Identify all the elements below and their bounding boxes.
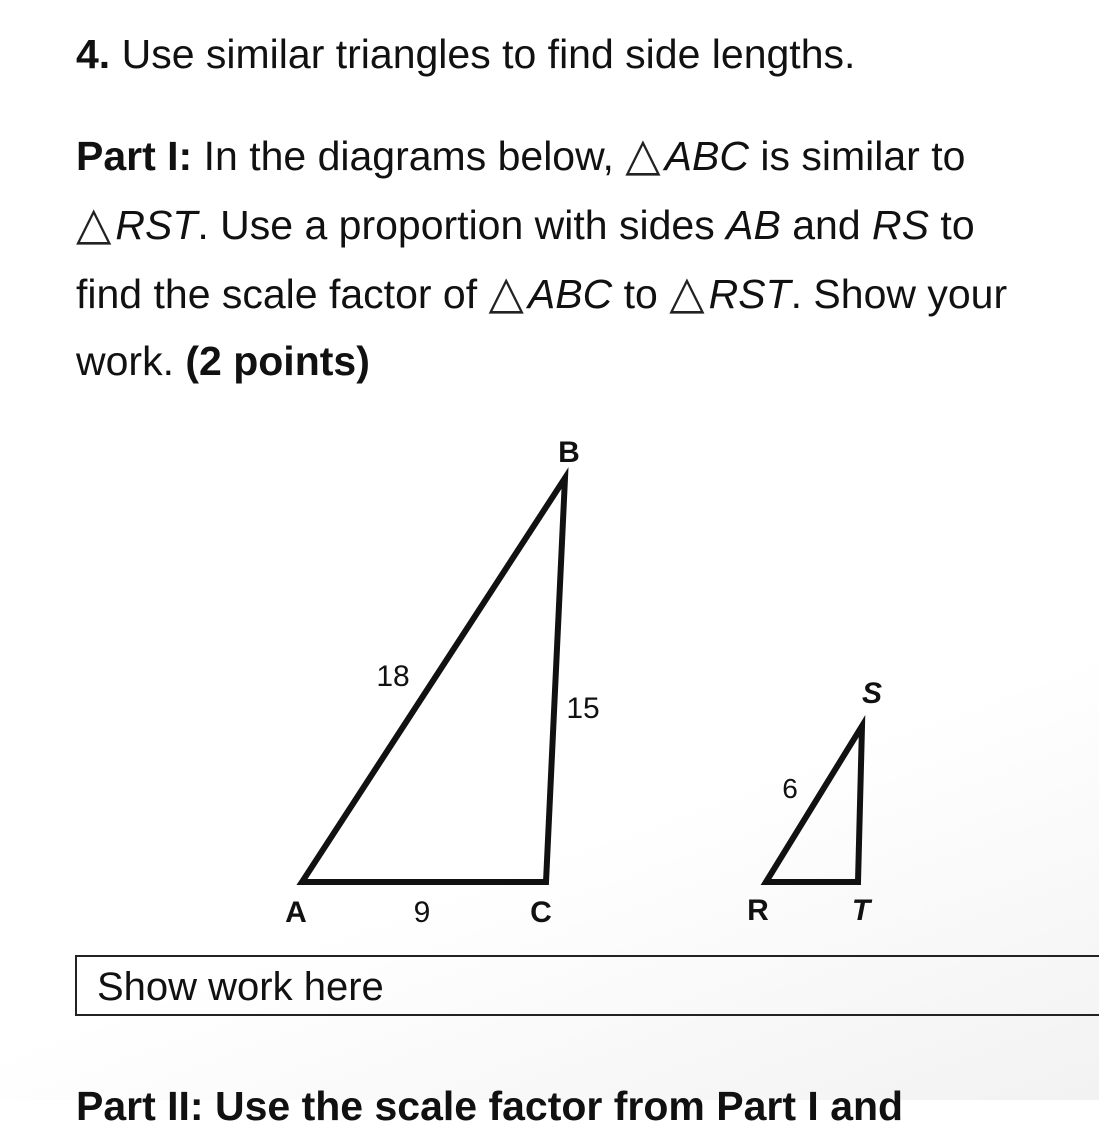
triangle-rst-name: RST (708, 271, 791, 317)
instruction-text: and (792, 202, 861, 248)
vertex-r-label: R (747, 894, 769, 927)
triangle-icon: △ (625, 128, 661, 180)
side-rs-name: RS (872, 202, 930, 248)
vertex-c-label: C (530, 896, 552, 929)
instruction-text: to (940, 202, 975, 248)
question-title: Use similar triangles to find side lengths. (121, 31, 856, 77)
triangle-icon: △ (488, 266, 524, 318)
next-part-heading: Part II: Use the scale factor from Part I and (76, 1083, 904, 1129)
instruction-text: . Show your (790, 271, 1008, 317)
triangle-icon: △ (669, 266, 705, 318)
vertex-s-label: S (861, 677, 883, 710)
side-ac-length: 9 (413, 896, 431, 929)
instruction-text: . Use a proportion with sides (197, 202, 715, 248)
instruction-text: find the scale factor of (76, 271, 478, 317)
points-value: (2 points) (185, 338, 370, 384)
side-ab-length: 18 (376, 660, 410, 693)
triangle-abc-name: ABC (527, 271, 613, 317)
part-label: Part I: (76, 133, 193, 179)
show-work-placeholder: Show work here (97, 965, 384, 1009)
side-bc-length: 15 (566, 692, 600, 725)
instruction-text: is similar to (760, 133, 966, 179)
vertex-t-label: T (851, 894, 871, 927)
vertex-b-label: B (558, 436, 580, 469)
triangle-rst-shape (766, 726, 862, 882)
question-number: 4. (76, 31, 111, 77)
instruction-text: work. (76, 338, 174, 384)
side-rs-length: 6 (782, 773, 798, 804)
triangle-rst-name: RST (115, 202, 198, 248)
triangle-abc-name: ABC (664, 133, 749, 179)
vertex-a-label: A (285, 896, 307, 929)
instruction-text: to (623, 271, 658, 317)
triangle-icon: △ (76, 197, 112, 249)
show-work-box[interactable] (75, 955, 1099, 1016)
side-ab-name: AB (726, 202, 781, 248)
instruction-text: In the diagrams below, (203, 133, 614, 179)
triangle-abc-shape (302, 478, 565, 882)
